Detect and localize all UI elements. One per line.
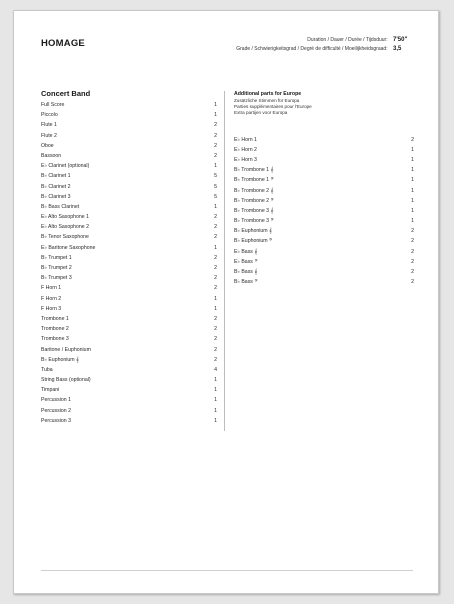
part-name: E♭ Horn 3 — [234, 156, 257, 163]
part-row — [41, 324, 217, 334]
additional-parts-subtitle-fr: Parties supplémentaires pour l'Europe — [234, 104, 312, 110]
part-row — [41, 212, 217, 222]
duration-value: 7'50" — [393, 37, 408, 43]
part-name: Flute 2 — [41, 132, 57, 139]
grade-value: 3,5 — [393, 46, 402, 52]
part-count: 2 — [214, 275, 217, 282]
part-name: E♭ Horn 2 — [234, 146, 257, 153]
part-name: F Horn 2 — [41, 295, 62, 302]
part-name: E♭ Clarinet (optional) — [41, 163, 90, 170]
grade-row — [236, 45, 413, 54]
part-count: 2 — [411, 248, 414, 255]
part-count: 5 — [214, 183, 217, 190]
part-row — [41, 385, 217, 395]
grade-label: Grade / Schwierigkeitsgrad / Degré de difficulté / Moeilijkheidsgraad: — [236, 46, 388, 52]
part-row — [41, 273, 217, 283]
footer-divider — [41, 570, 413, 571]
part-name: B♭ Trombone 3 𝄢 — [234, 218, 274, 225]
part-name: B♭ Bass Clarinet — [41, 203, 80, 210]
part-row — [41, 334, 217, 344]
part-row — [234, 135, 414, 145]
part-count: 1 — [411, 218, 414, 225]
part-name: Full Score — [41, 102, 65, 108]
part-count: 1 — [411, 177, 414, 184]
part-count: 1 — [411, 156, 414, 163]
concert-band-parts-list — [41, 100, 217, 426]
part-row — [234, 186, 414, 196]
part-count: 1 — [214, 407, 217, 414]
part-row — [41, 314, 217, 324]
part-row — [234, 247, 414, 257]
part-count: 1 — [214, 102, 217, 108]
part-name: B♭ Trombone 1 𝄞 — [234, 167, 274, 174]
part-row — [41, 263, 217, 273]
part-name: B♭ Tenor Saxophone — [41, 234, 89, 241]
part-count: 2 — [214, 356, 217, 363]
part-name: B♭ Trombone 2 𝄞 — [234, 187, 274, 194]
part-name: F Horn 1 — [41, 285, 62, 292]
part-name: B♭ Euphonium 𝄞 — [41, 356, 80, 363]
additional-parts-subtitle-de: Zusätzliche Stimmen für Europa — [234, 98, 300, 103]
part-row — [41, 375, 217, 385]
part-count: 1 — [411, 146, 414, 153]
part-name: B♭ Bass 𝄞 — [234, 269, 258, 276]
part-name: E♭ Alto Saxophone 1 — [41, 214, 90, 221]
part-count: 2 — [214, 142, 217, 149]
part-row — [41, 355, 217, 365]
part-name: B♭ Clarinet 1 — [41, 173, 71, 180]
part-count: 2 — [214, 234, 217, 241]
part-count: 2 — [214, 224, 217, 231]
part-row — [41, 161, 217, 171]
part-count: 1 — [214, 112, 217, 119]
part-count: 2 — [214, 315, 217, 322]
part-row — [234, 155, 414, 165]
piece-title: HOMAGE — [41, 38, 85, 49]
part-count: 1 — [214, 163, 217, 170]
piece-meta — [236, 36, 413, 54]
additional-parts-column — [234, 88, 414, 287]
part-row — [234, 165, 414, 175]
part-count: 5 — [214, 193, 217, 200]
part-row — [41, 304, 217, 314]
part-count: 2 — [411, 228, 414, 235]
part-row — [41, 345, 217, 355]
duration-label: Duration / Dauer / Durée / Tijdsduur: — [307, 37, 388, 43]
part-row — [41, 192, 217, 202]
part-name: B♭ Euphonium 𝄢 — [234, 238, 273, 245]
part-row — [41, 120, 217, 130]
part-count: 1 — [214, 203, 217, 210]
part-count: 2 — [411, 238, 414, 245]
part-count: 2 — [411, 258, 414, 265]
part-name: B♭ Trombone 2 𝄢 — [234, 197, 274, 204]
part-name: B♭ Trumpet 2 — [41, 265, 72, 271]
part-count: 5 — [214, 173, 217, 180]
part-count: 2 — [411, 136, 414, 143]
part-name: B♭ Bass 𝄢 — [234, 279, 258, 286]
part-count: 1 — [214, 397, 217, 404]
part-name: B♭ Euphonium 𝄞 — [234, 228, 273, 235]
part-row — [41, 232, 217, 242]
part-count: 1 — [214, 377, 217, 384]
part-row — [41, 243, 217, 253]
part-count: 2 — [214, 214, 217, 221]
part-row — [41, 222, 217, 232]
concert-band-heading: Concert Band — [41, 89, 91, 98]
part-row — [41, 406, 217, 416]
part-count: 2 — [214, 132, 217, 139]
part-name: Trombone 2 — [41, 326, 69, 333]
part-count: 2 — [214, 254, 217, 261]
part-name: String Bass (optional) — [41, 377, 91, 384]
part-row — [41, 365, 217, 375]
document-page — [13, 10, 439, 594]
part-row — [41, 110, 217, 120]
part-row — [41, 141, 217, 151]
part-row — [234, 257, 414, 267]
part-name: F Horn 3 — [41, 305, 62, 312]
part-name: E♭ Baritone Saxophone — [41, 244, 96, 251]
part-name: B♭ Trumpet 1 — [41, 254, 72, 261]
part-count: 4 — [214, 366, 217, 373]
part-count: 1 — [214, 387, 217, 394]
part-row — [41, 171, 217, 181]
part-name: Percussion 3 — [41, 417, 71, 424]
part-name: Flute 1 — [41, 122, 57, 129]
part-row — [41, 416, 217, 426]
part-count: 1 — [411, 207, 414, 214]
part-name: B♭ Trombone 1 𝄢 — [234, 177, 274, 184]
part-row — [234, 277, 414, 287]
part-count: 2 — [214, 326, 217, 333]
part-row — [234, 236, 414, 246]
part-name: Tuba — [41, 366, 53, 373]
part-count: 1 — [411, 197, 414, 204]
part-row — [41, 131, 217, 141]
part-count: 2 — [214, 285, 217, 292]
duration-row — [236, 36, 413, 45]
additional-parts-heading: Additional parts for Europe — [234, 91, 302, 97]
part-name: Bassoon — [41, 152, 62, 159]
part-count: 2 — [214, 152, 217, 159]
part-count: 2 — [214, 265, 217, 271]
part-count: 2 — [214, 346, 217, 353]
concert-band-column — [41, 88, 217, 426]
part-count: 2 — [214, 336, 217, 343]
part-row — [41, 151, 217, 161]
part-name: Percussion 1 — [41, 397, 71, 404]
part-row — [234, 226, 414, 236]
part-count: 2 — [411, 269, 414, 276]
part-name: E♭ Alto Saxophone 2 — [41, 224, 90, 231]
part-row — [234, 175, 414, 185]
part-name: Timpani — [41, 387, 60, 394]
part-name: Piccolo — [41, 112, 58, 119]
part-name: Trombone 3 — [41, 336, 69, 343]
part-row — [41, 283, 217, 293]
part-name: Oboe — [41, 142, 54, 149]
part-row — [41, 202, 217, 212]
part-row — [234, 145, 414, 155]
part-name: E♭ Horn 1 — [234, 136, 257, 143]
column-divider — [224, 91, 225, 431]
part-row — [234, 216, 414, 226]
part-count: 1 — [214, 417, 217, 424]
part-name: B♭ Trumpet 3 — [41, 275, 72, 282]
part-name: Percussion 2 — [41, 407, 71, 414]
part-count: 1 — [214, 295, 217, 302]
part-count: 2 — [214, 122, 217, 129]
part-name: Trombone 1 — [41, 315, 69, 322]
part-row — [41, 253, 217, 263]
part-count: 1 — [411, 167, 414, 174]
additional-parts-list — [234, 135, 414, 288]
part-count: 1 — [411, 187, 414, 194]
additional-parts-subtitle-nl: Extra partijen voor Europa — [234, 110, 288, 116]
part-row — [41, 100, 217, 110]
part-name: B♭ Clarinet 2 — [41, 183, 71, 190]
part-row — [234, 206, 414, 216]
part-row — [41, 182, 217, 192]
part-row — [41, 395, 217, 405]
part-count: 1 — [214, 305, 217, 312]
part-name: B♭ Clarinet 3 — [41, 193, 71, 200]
part-row — [41, 294, 217, 304]
part-count: 1 — [214, 244, 217, 251]
part-name: E♭ Bass 𝄢 — [234, 258, 258, 265]
part-row — [234, 196, 414, 206]
part-count: 2 — [411, 279, 414, 286]
part-row — [234, 267, 414, 277]
part-name: B♭ Trombone 3 𝄞 — [234, 207, 274, 214]
part-name: Baritone / Euphonium — [41, 346, 91, 353]
part-name: E♭ Bass 𝄞 — [234, 248, 258, 255]
